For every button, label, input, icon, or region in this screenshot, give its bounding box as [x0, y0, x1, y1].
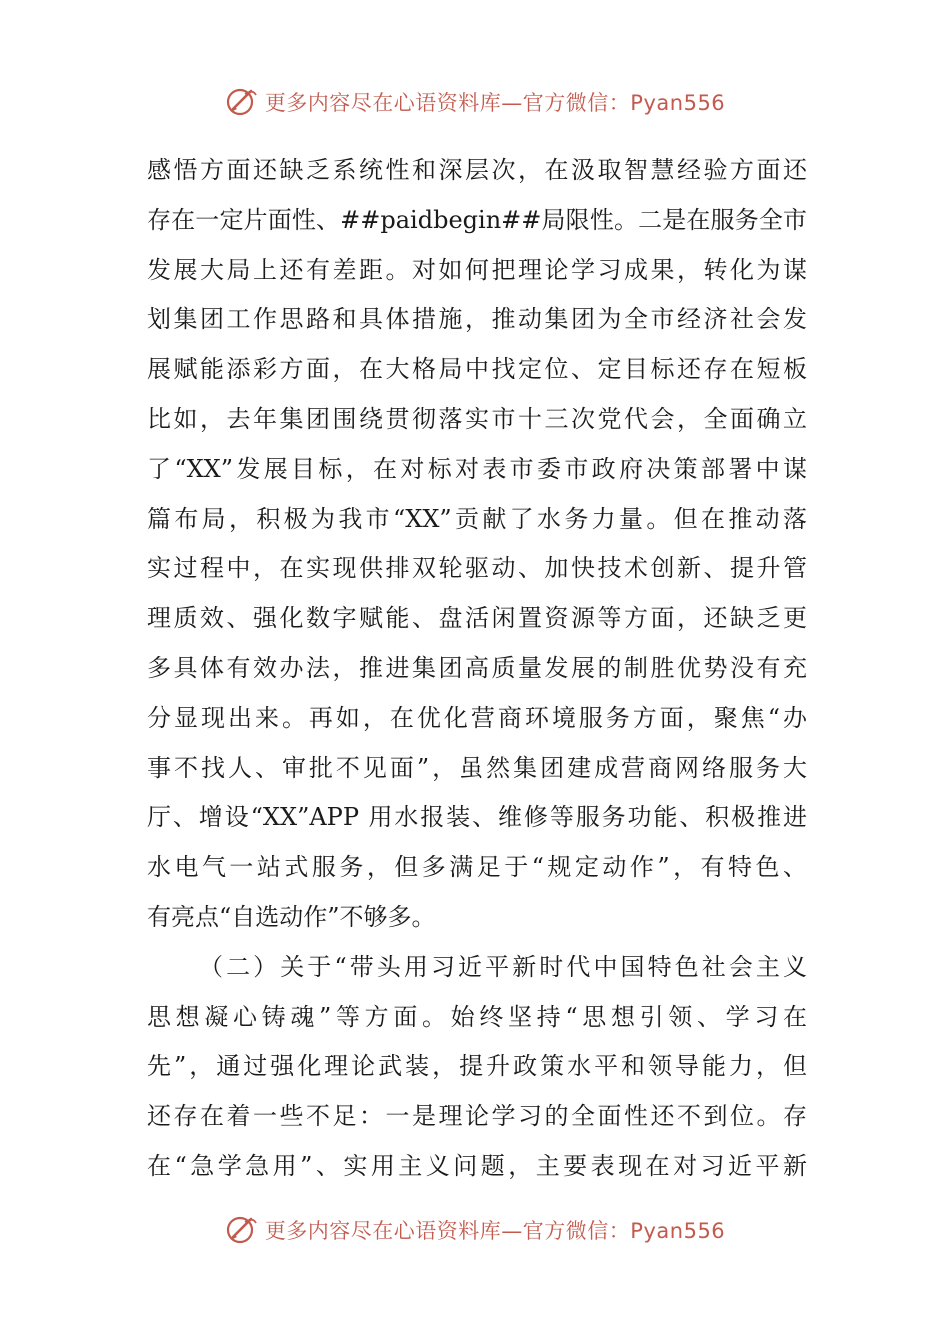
- header-watermark: [0, 80, 950, 124]
- text-line: 发展大局上还有差距。对如何把理论学习成果，转化为谋: [147, 255, 807, 284]
- text-line: 展赋能添彩方面，在大格局中找定位、定目标还存在短板: [147, 355, 807, 384]
- text-line: 先”，通过强化理论武装，提升政策水平和领导能力，但: [147, 1052, 807, 1081]
- text-line: 思想凝心铸魂”等方面。始终坚持“思想引领、学习在: [147, 1002, 807, 1031]
- pen-logo-icon: [225, 1213, 259, 1247]
- text-line: 实过程中，在实现供排双轮驱动、加快技术创新、提升管: [147, 554, 807, 583]
- text-line: 分显现出来。再如，在优化营商环境服务方面，聚焦“办: [147, 703, 807, 732]
- text-line: 事不找人、审批不见面”，虽然集团建成营商网络服务大: [147, 753, 807, 782]
- text-line: 划集团工作思路和具体措施，推动集团为全市经济社会发: [147, 305, 807, 334]
- text-line: 厅、增设“XX”APP 用水报装、维修等服务功能、积极推进: [147, 803, 807, 832]
- document-body: [147, 146, 807, 1192]
- text-line: 水电气一站式服务，但多满足于“规定动作”，有特色、: [147, 853, 807, 882]
- section-heading-line: （二）关于“带头用习近平新时代中国特色社会主义: [199, 952, 807, 981]
- text-line: 了“XX”发展目标，在对标对表市委市政府决策部署中谋: [147, 454, 807, 483]
- footer-watermark-text: 更多内容尽在心语资料库—官方微信：Pyan556: [264, 1219, 726, 1243]
- text-line: 多具体有效办法，推进集团高质量发展的制胜优势没有充: [147, 653, 807, 682]
- text-line: 理质效、强化数字赋能、盘活闲置资源等方面，还缺乏更: [147, 604, 807, 633]
- text-line: 还存在着一些不足：一是理论学习的全面性还不到位。存: [147, 1102, 807, 1131]
- text-line: 在“急学急用”、实用主义问题，主要表现在对习近平新: [147, 1151, 807, 1180]
- header-watermark-text: 更多内容尽在心语资料库—官方微信：Pyan556: [264, 91, 726, 115]
- text-line: 存在一定片面性、##paidbegin##局限性。二是在服务全市: [147, 205, 807, 234]
- paragraph-end-line: 有亮点“自选动作”不够多。: [147, 902, 436, 931]
- text-line: 篇布局，积极为我市“XX”贡献了水务力量。但在推动落: [147, 504, 807, 533]
- text-line: 比如，去年集团围绕贯彻落实市十三次党代会，全面确立: [147, 404, 807, 433]
- footer-watermark: [0, 1208, 950, 1252]
- text-line: 感悟方面还缺乏系统性和深层次，在汲取智慧经验方面还: [147, 156, 807, 184]
- pen-logo-icon: [225, 85, 259, 119]
